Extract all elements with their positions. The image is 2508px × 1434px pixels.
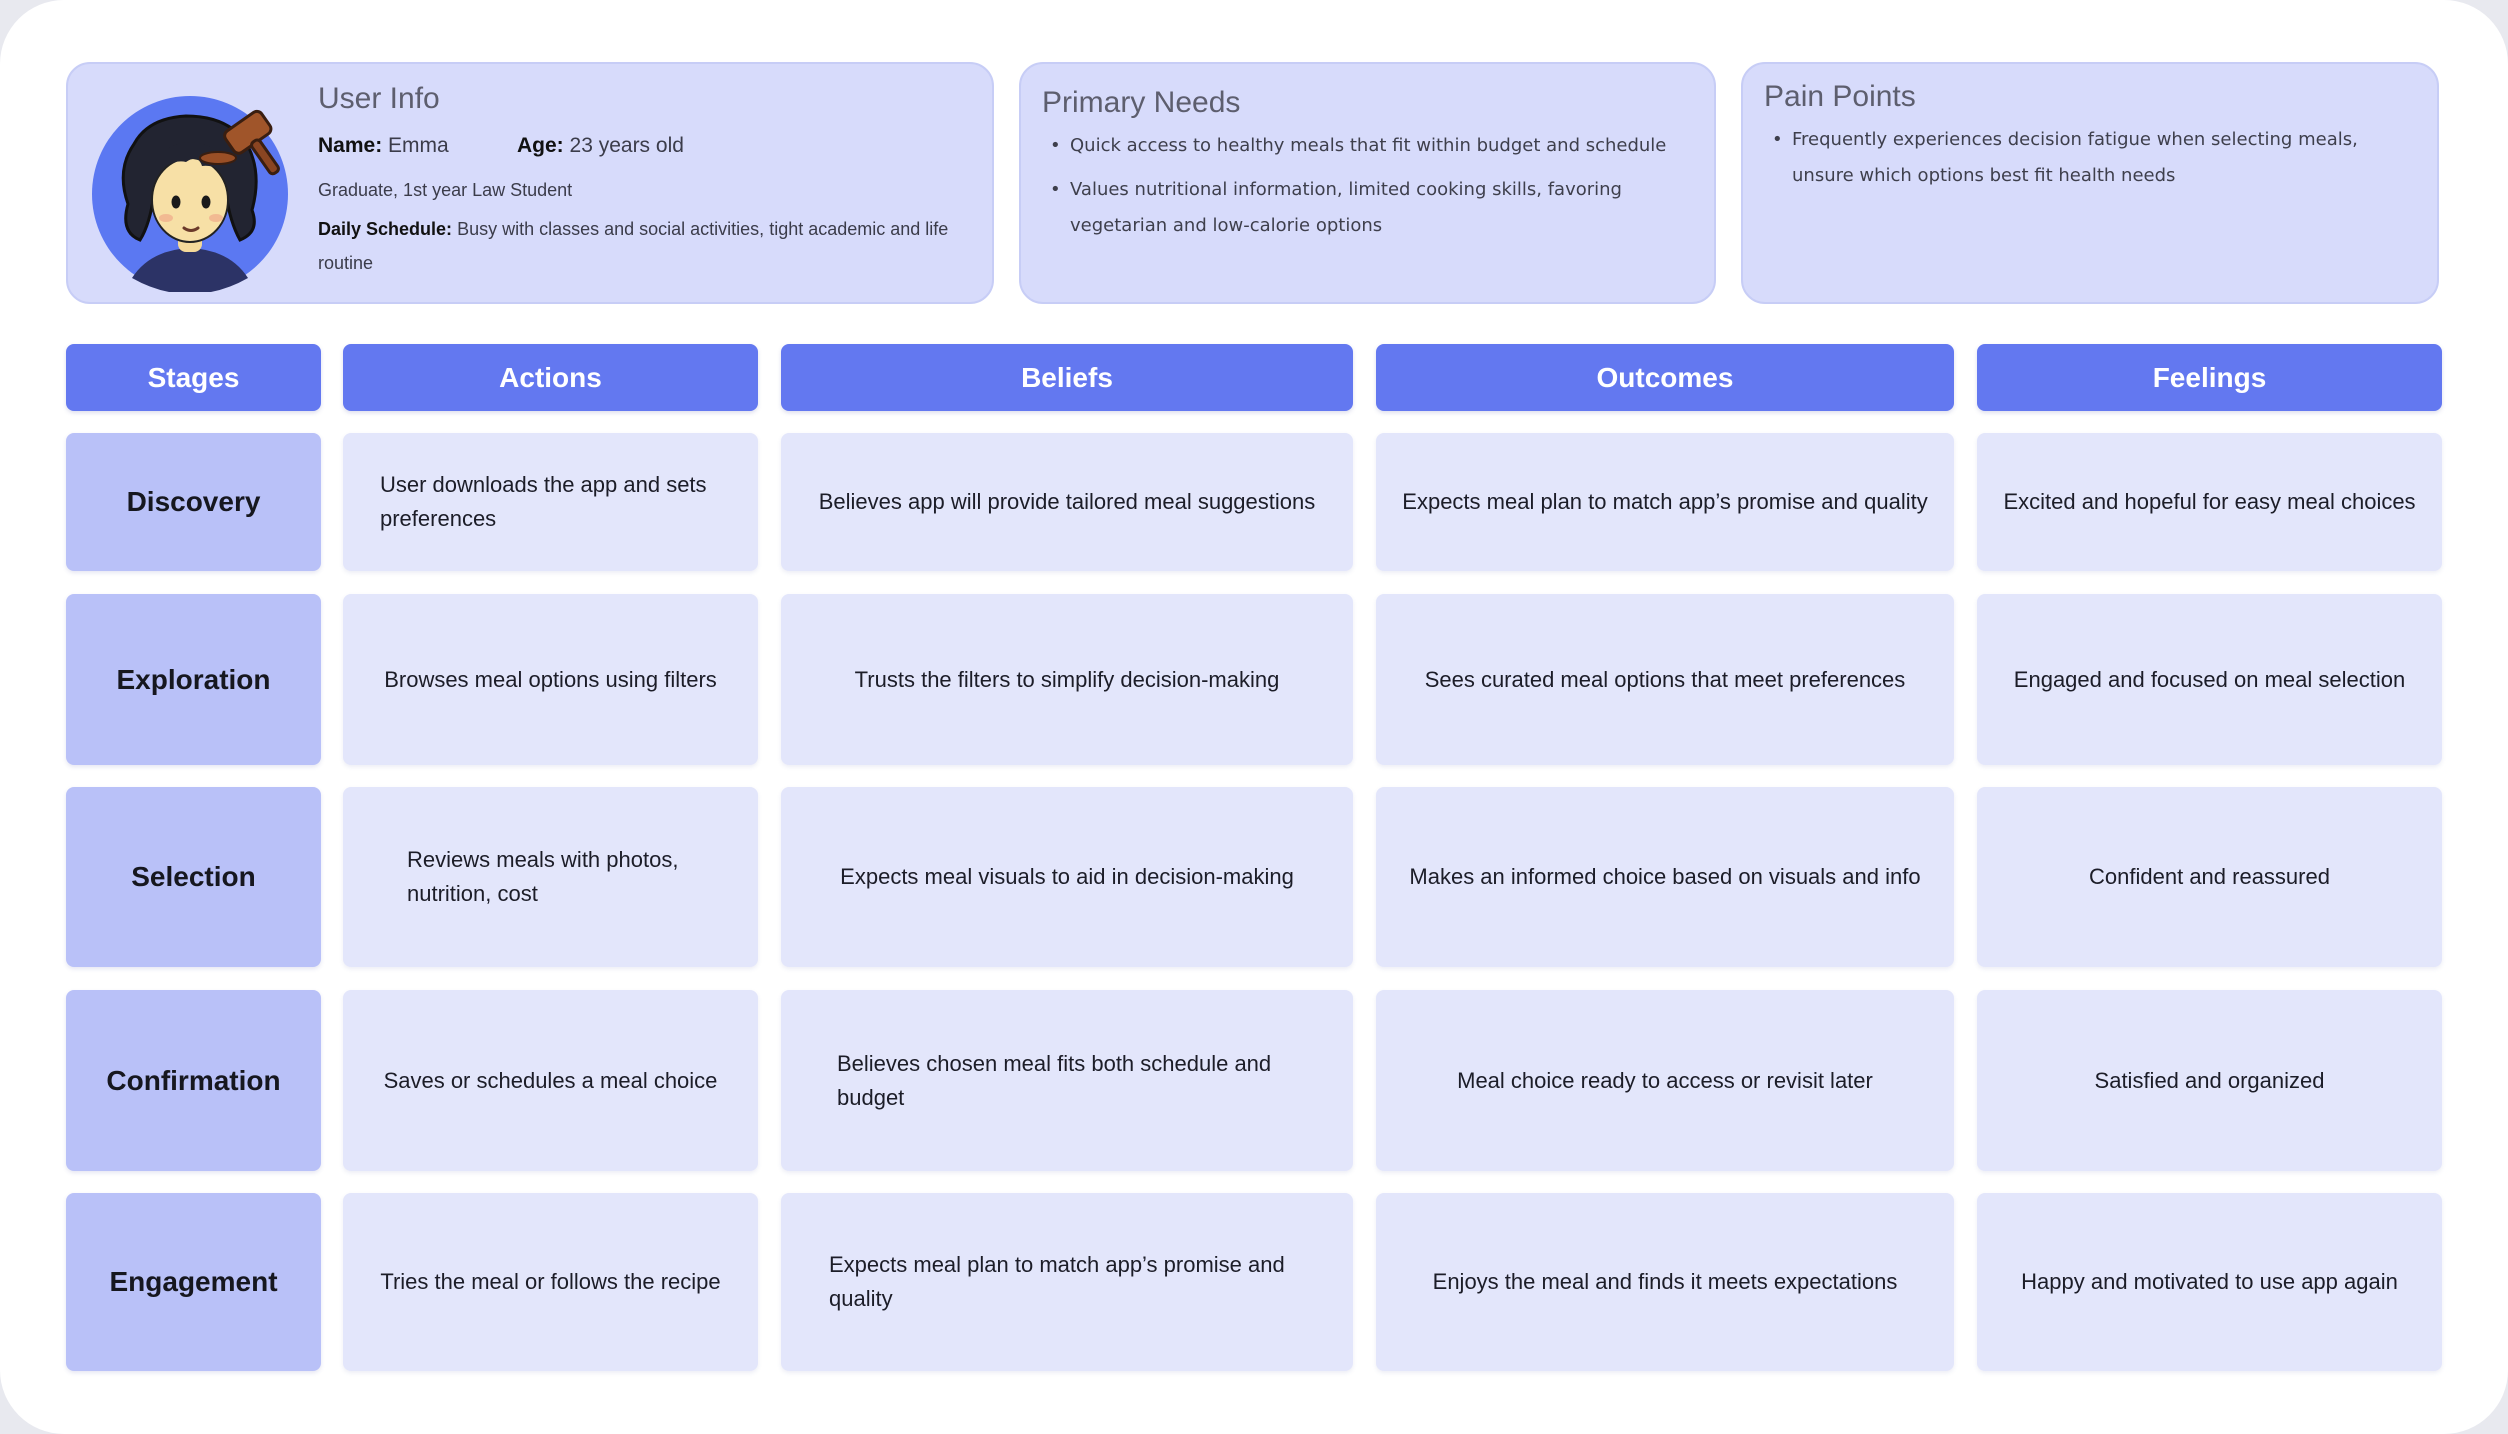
feeling-cell: Confident and reassured (1977, 787, 2442, 967)
pain-point-item: • Frequently experiences decision fatigue when selecting meals, unsure which options best fit health needs (1764, 122, 2424, 194)
stage-confirmation: Confirmation (66, 990, 321, 1171)
belief-cell: Believes chosen meal fits both schedule and budget (781, 990, 1353, 1171)
feeling-cell: Satisfied and organized (1977, 990, 2442, 1171)
action-cell: User downloads the app and sets preferences (343, 433, 758, 571)
user-info-card (66, 62, 994, 304)
pain-points-title: Pain Points (1764, 80, 1916, 113)
primary-need-item: • Quick access to healthy meals that fit within budget and schedule (1042, 128, 1692, 164)
feeling-cell: Engaged and focused on meal selection (1977, 594, 2442, 765)
user-name (318, 134, 449, 158)
outcome-cell: Expects meal plan to match app’s promise and quality (1376, 433, 1954, 571)
action-cell: Reviews meals with photos, nutrition, cost (343, 787, 758, 967)
belief-cell: Expects meal plan to match app’s promise and quality (781, 1193, 1353, 1371)
schedule-value: Busy with classes and social activities, tight academic and life routine (318, 219, 949, 273)
user-info-title: User Info (318, 82, 440, 115)
pain-points-card (1741, 62, 2439, 304)
feeling-cell: Excited and hopeful for easy meal choices (1977, 433, 2442, 571)
primary-need-item: • Values nutritional information, limited cooking skills, favoring vegetarian and low-calorie options (1042, 172, 1692, 244)
schedule-label: Daily Schedule: (318, 219, 453, 239)
name-value: Emma (388, 134, 449, 157)
header-actions: Actions (343, 344, 758, 411)
primary-needs-card (1019, 62, 1716, 304)
outcome-cell: Makes an informed choice based on visuals and info (1376, 787, 1954, 967)
stage-discovery: Discovery (66, 433, 321, 571)
header-beliefs: Beliefs (781, 344, 1353, 411)
age-label: Age: (517, 134, 564, 157)
user-age (517, 134, 684, 158)
outcome-cell: Enjoys the meal and finds it meets expectations (1376, 1193, 1954, 1371)
belief-cell: Trusts the filters to simplify decision-making (781, 594, 1353, 765)
header-stages: Stages (66, 344, 321, 411)
primary-needs-list (1042, 128, 1692, 252)
pain-points-list (1764, 122, 2424, 202)
header-outcomes: Outcomes (1376, 344, 1954, 411)
action-cell: Tries the meal or follows the recipe (343, 1193, 758, 1371)
header-feelings: Feelings (1977, 344, 2442, 411)
name-label: Name: (318, 134, 383, 157)
outcome-cell: Meal choice ready to access or revisit later (1376, 990, 1954, 1171)
belief-cell: Expects meal visuals to aid in decision-making (781, 787, 1353, 967)
stage-exploration: Exploration (66, 594, 321, 765)
stage-engagement: Engagement (66, 1193, 321, 1371)
user-avatar (90, 82, 300, 292)
outcome-cell: Sees curated meal options that meet preferences (1376, 594, 1954, 765)
user-schedule (318, 212, 968, 280)
age-value: 23 years old (569, 134, 684, 157)
belief-cell: Believes app will provide tailored meal suggestions (781, 433, 1353, 571)
feeling-cell: Happy and motivated to use app again (1977, 1193, 2442, 1371)
user-education: Graduate, 1st year Law Student (318, 180, 573, 200)
action-cell: Saves or schedules a meal choice (343, 990, 758, 1171)
primary-needs-title: Primary Needs (1042, 86, 1241, 119)
stage-selection: Selection (66, 787, 321, 967)
action-cell: Browses meal options using filters (343, 594, 758, 765)
